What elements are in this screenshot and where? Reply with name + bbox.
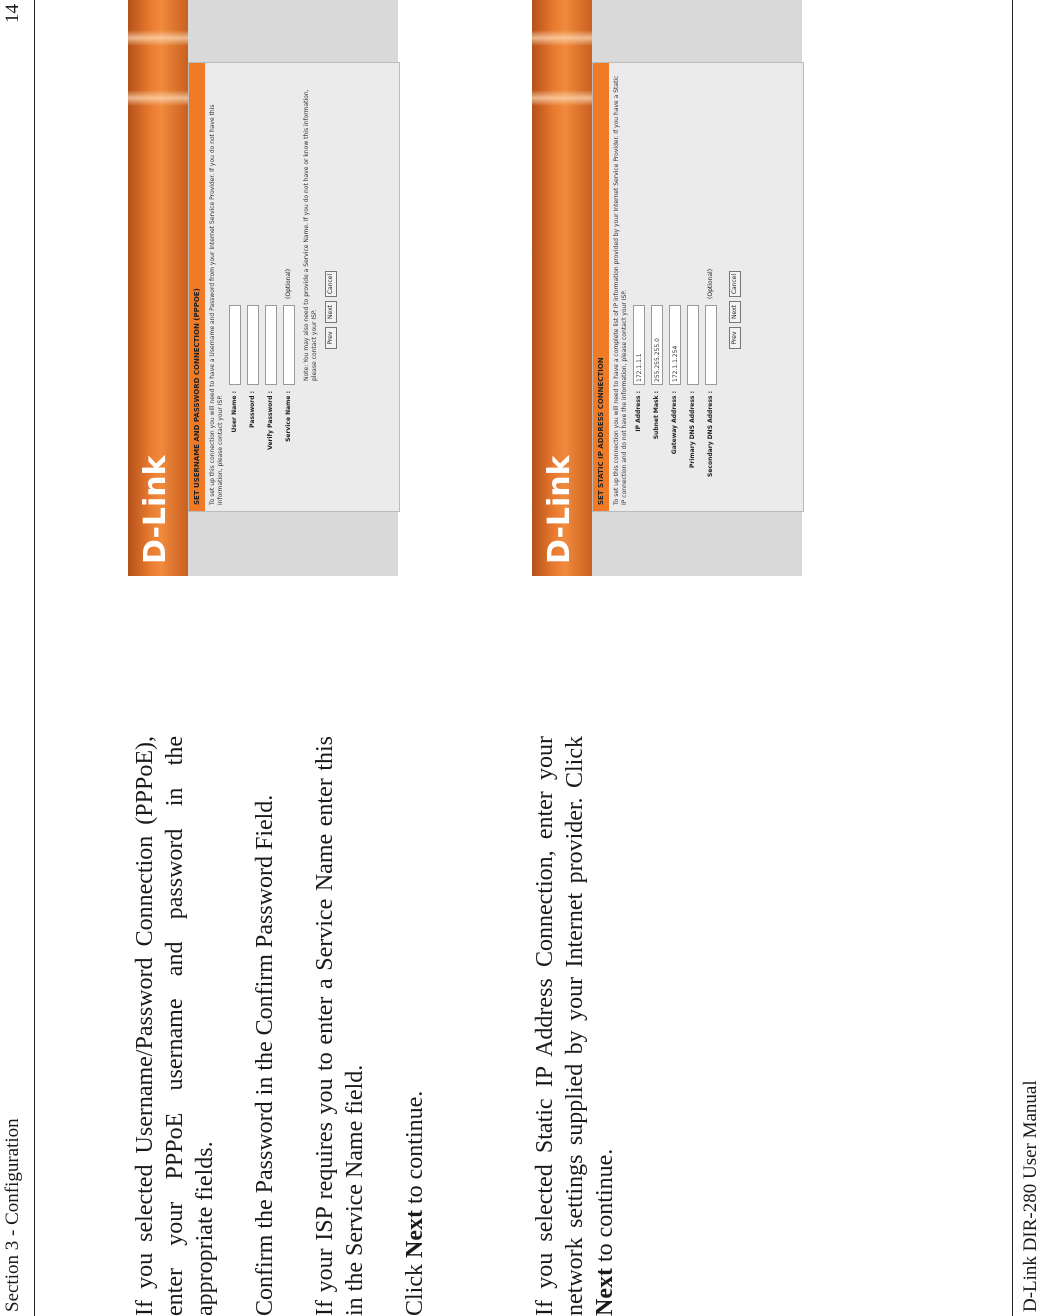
user-name-input[interactable] bbox=[229, 305, 241, 385]
secondary-dns-input[interactable] bbox=[705, 305, 717, 385]
next-button[interactable]: Next bbox=[729, 301, 741, 323]
prev-button[interactable]: Prev bbox=[325, 327, 337, 349]
password-label: Password : bbox=[249, 391, 256, 428]
gateway-address-label: Gateway Address : bbox=[671, 391, 678, 455]
pppoe-paragraph-3: If your ISP requires you to enter a Service Name enter this in the Service Name field. bbox=[312, 736, 368, 1316]
footer-rule bbox=[1012, 0, 1013, 1316]
dlink-logo: D-Link bbox=[138, 455, 173, 564]
optional-label: (Optional) bbox=[285, 268, 292, 299]
click-prefix: Click bbox=[402, 1258, 428, 1316]
ip-address-input[interactable]: 172.1.1.1 bbox=[633, 305, 645, 385]
pppoe-note: Note: You may also need to provide a Service Name. If you do not have or know this information, please contact your ISP. bbox=[303, 89, 318, 381]
cancel-button[interactable]: Cancel bbox=[325, 271, 337, 297]
verify-password-input[interactable] bbox=[265, 305, 277, 385]
static-para-suffix: to continue. bbox=[592, 1148, 618, 1269]
cancel-button[interactable]: Cancel bbox=[729, 271, 741, 297]
service-name-label: Service Name : bbox=[285, 391, 292, 442]
pppoe-form-heading: SET USERNAME AND PASSWORD CONNECTION (PPPOE) bbox=[189, 63, 205, 511]
page-number: 14 bbox=[2, 4, 23, 23]
dlink-banner bbox=[128, 0, 188, 576]
dlink-logo: D-Link bbox=[542, 455, 577, 564]
gateway-address-input[interactable]: 172.1.1.254 bbox=[669, 305, 681, 385]
section-header: Section 3 - Configuration bbox=[2, 1118, 23, 1312]
primary-dns-input[interactable] bbox=[687, 305, 699, 385]
dlink-banner bbox=[532, 0, 592, 576]
click-suffix: to continue. bbox=[402, 1090, 428, 1211]
click-next-bold: Next bbox=[402, 1210, 428, 1258]
pppoe-form-panel bbox=[188, 62, 400, 512]
pppoe-paragraph-1: If you selected Username/Password Connection (PPPoE), enter your PPPoE username and password in the appropriate fields. bbox=[132, 736, 218, 1316]
subnet-mask-input[interactable]: 255.255.255.0 bbox=[651, 305, 663, 385]
pppoe-screenshot bbox=[128, 0, 398, 576]
subnet-mask-label: Subnet Mask : bbox=[653, 391, 660, 440]
static-paragraph bbox=[530, 736, 620, 1316]
static-screenshot bbox=[532, 0, 802, 576]
static-para-prefix: If you selected Static IP Address Connection, enter your network settings supplied by your Internet provider. Click bbox=[532, 736, 588, 1316]
static-next-bold: Next bbox=[592, 1268, 618, 1316]
pppoe-click-next bbox=[400, 736, 430, 1316]
optional-label: (Optional) bbox=[707, 268, 714, 299]
secondary-dns-label: Secondary DNS Address : bbox=[707, 391, 714, 477]
prev-button[interactable]: Prev bbox=[729, 327, 741, 349]
service-name-input[interactable] bbox=[283, 305, 295, 385]
static-form-heading: SET STATIC IP ADDRESS CONNECTION bbox=[593, 63, 609, 511]
pppoe-intro: To set up this connection you will need to have a Username and Password from your Internet Service Provider. If you do not have this information, please contact your ISP. bbox=[209, 104, 224, 505]
user-name-label: User Name : bbox=[231, 391, 238, 433]
ip-address-label: IP Address : bbox=[635, 391, 642, 432]
footer-manual: D-Link DIR-280 User Manual bbox=[1020, 1080, 1041, 1312]
static-intro: To set up this connection you will need to have a complete list of IP information provided by your Internet Service Provider. If you have a Static IP connection and do not have the information, please contact your ISP. bbox=[613, 75, 628, 505]
password-input[interactable] bbox=[247, 305, 259, 385]
verify-password-label: Verify Password : bbox=[267, 391, 274, 450]
primary-dns-label: Primary DNS Address : bbox=[689, 391, 696, 468]
header-rule bbox=[34, 0, 35, 1316]
static-form-panel bbox=[592, 62, 804, 512]
pppoe-paragraph-2: Confirm the Password in the Confirm Password Field. bbox=[252, 794, 278, 1316]
next-button[interactable]: Next bbox=[325, 301, 337, 323]
